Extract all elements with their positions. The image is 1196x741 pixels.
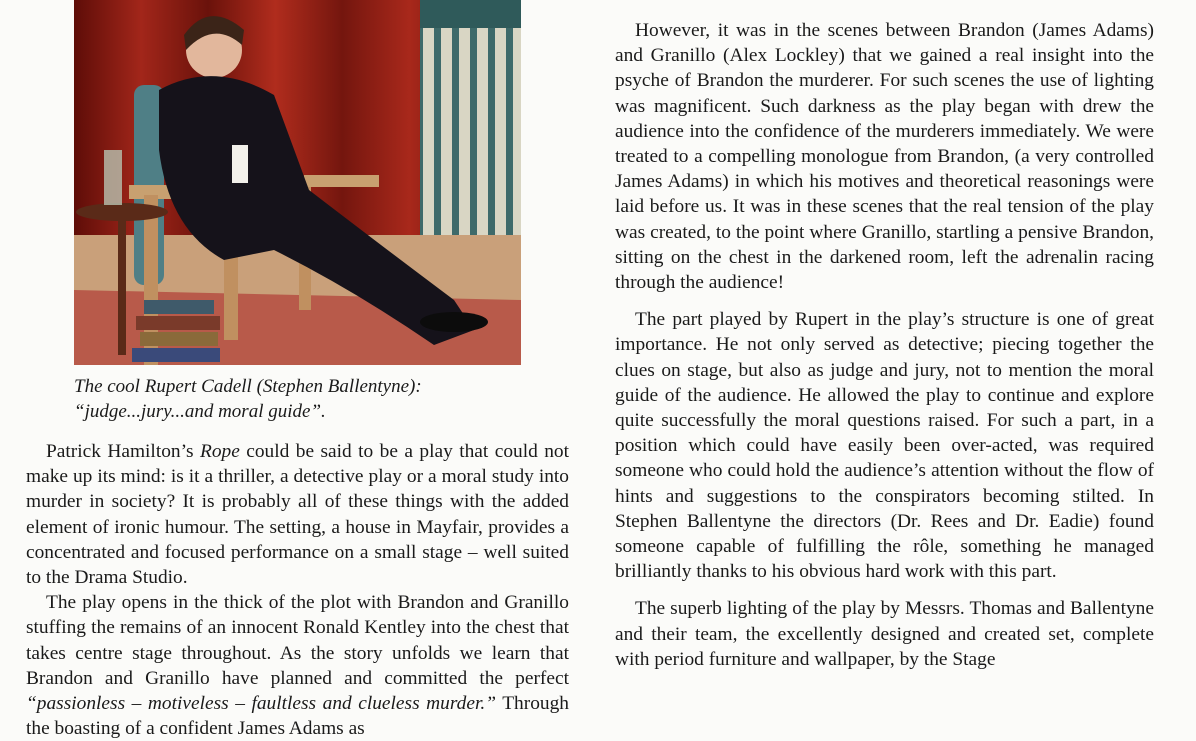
play-title: Rope <box>199 441 240 462</box>
photo-illustration <box>74 0 521 365</box>
text-run: Through the boasting of a confident James Adams as <box>26 693 569 740</box>
quoted-phrase: “passionless – motiveless – faultless and clueless murder.” <box>26 693 497 715</box>
theatre-photo <box>74 0 521 365</box>
left-paragraph-2 <box>26 590 569 741</box>
text-run: The play opens in the thick of the plot with Brandon and Granillo stuffing the remains of an innocent Ronald Kentley into the chest that takes centre stage throughout. As the story unfolds we learn that Brandon and Granillo have planned and committed the perfect <box>26 592 569 689</box>
right-paragraph-2: The part played by Rupert in the play’s structure is one of great importance. He not only served as detective; piecing together the clues on stage, but also as judge and jury, not to mention the moral guide of the audience. He allowed the play to continue and explore quite successfully the moral questions raised. For such a part, in a position which could have easily been over-acted, was required someone who could hold the audience’s attention without the flow of hints and suggestions to the conspirators becoming stilted. In Stephen Ballentyne the directors (Dr. Rees and Dr. Eadie) found someone capable of fulfilling the rôle, something he managed brilliantly thanks to his obvious hard work with this part. <box>615 309 1154 583</box>
left-column <box>26 439 569 741</box>
caption-line-1: The cool Rupert Cadell (Stephen Ballentyne): <box>74 376 422 397</box>
text-run: Patrick Hamilton’s <box>46 441 200 462</box>
right-column <box>615 18 1154 672</box>
photo-caption <box>74 374 534 424</box>
left-paragraph-1 <box>26 439 569 590</box>
text-run: could be said to be a play that could not make up its mind: is it a thriller, a detective play or a moral study into murder in society? It is probably all of these things with the added element of ironic humour. The setting, a house in Mayfair, provides a concentrated and focused performance on a small stage – well suited to the Drama Studio. <box>26 441 569 589</box>
right-paragraph-1: However, it was in the scenes between Brandon (James Adams) and Granillo (Alex Lockley) that we gained a real insight into the psyche of Brandon the murderer. For such scenes the use of lighting was magnificent. Such darkness as the play began with drew the audience into the confidence of the murderers immediately. We were treated to a compelling monologue from Brandon, (a very controlled James Adams) in which his motives and theoretical reasonings were laid before us. It was in these scenes that the real tension of the play was created, to the point where Granillo, startling a pensive Brandon, sitting on the chest in the darkened room, left the adrenalin racing through the audience! <box>615 20 1154 294</box>
right-paragraph-3: The superb lighting of the play by Messrs. Thomas and Ballentyne and their team, the excellently designed and created set, complete with period furniture and wallpaper, by the Stage <box>615 598 1154 670</box>
caption-line-2: “judge...jury...and moral guide”. <box>74 401 326 422</box>
